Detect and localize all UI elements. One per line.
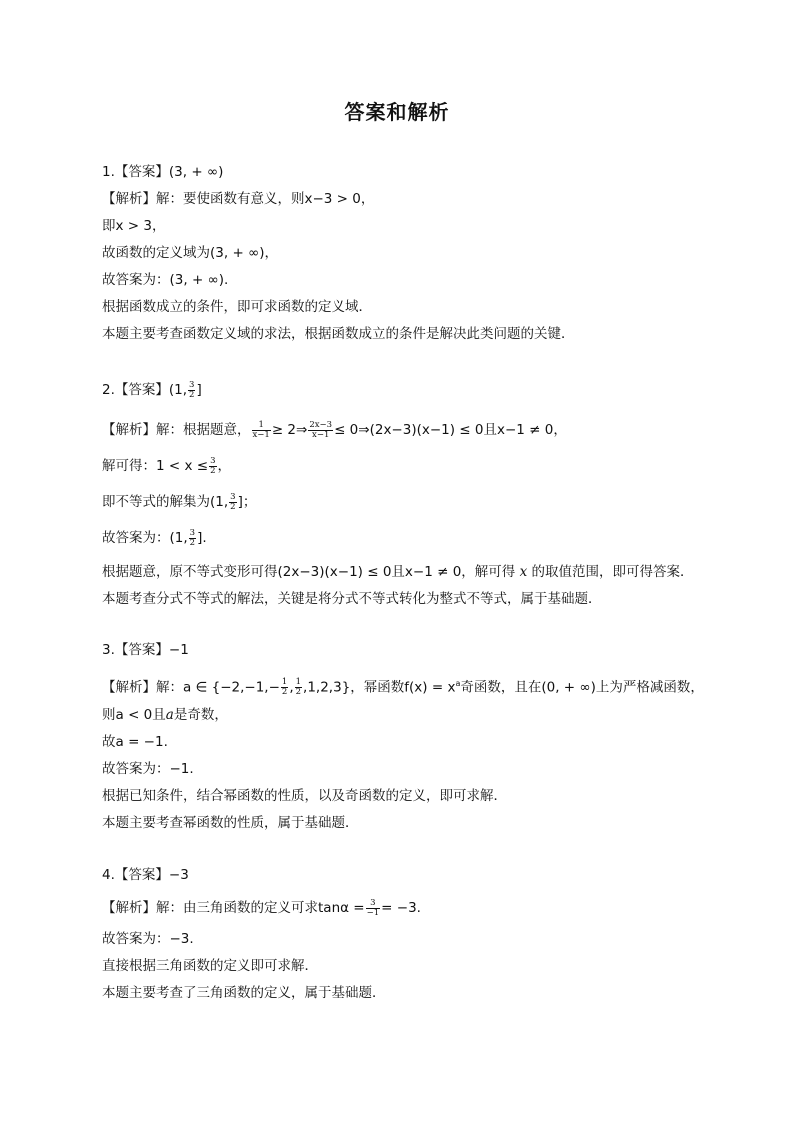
fraction-numerator: 3 xyxy=(210,455,216,466)
fraction-denominator: 2 xyxy=(210,465,216,476)
fraction-3-2 xyxy=(209,457,216,476)
q3-condition xyxy=(102,705,228,725)
q2-solution xyxy=(102,456,231,476)
fraction-denominator: −1 xyxy=(366,907,380,918)
q2-solution-prefix: 解可得：1 < x ≤ xyxy=(102,458,209,474)
q1-step: 即x > 3， xyxy=(102,218,166,234)
fraction-1-2 xyxy=(281,678,288,697)
fraction-numerator: 3 xyxy=(230,491,236,502)
variable-x: x xyxy=(519,564,528,580)
q4-answer: 4.【答案】−3 xyxy=(102,867,189,883)
q2-comment: 本题考查分式不等式的解法，关键是将分式不等式转化为整式不等式，属于基础题． xyxy=(102,591,602,607)
q4-comment: 本题主要考查了三角函数的定义，属于基础题． xyxy=(102,985,386,1001)
q2-method xyxy=(102,562,694,582)
fraction-2x-3-over-x-1 xyxy=(308,421,333,440)
q2-method-text: 根据题意，原不等式变形可得(2x−3)(x−1) ≤ 0且x−1 ≠ 0，解可得 xyxy=(102,564,516,580)
fraction-numerator: 3 xyxy=(189,379,195,390)
fraction-3-over-neg1 xyxy=(366,899,381,918)
q4-analysis xyxy=(102,898,421,918)
q2-analysis-mid: ≥ 2⇒ xyxy=(271,422,308,438)
q2-answer xyxy=(102,380,202,400)
q1-step: 故函数的定义域为(3, + ∞)， xyxy=(102,245,279,261)
page-title: 答案和解析 xyxy=(344,100,450,124)
q1-final-answer: 故答案为：(3, + ∞). xyxy=(102,272,229,288)
fraction-denominator: x−1 xyxy=(252,429,270,440)
q2-set-prefix: 即不等式的解集为(1, xyxy=(102,494,229,510)
fraction-numerator: 2x−3 xyxy=(309,419,333,430)
q2-set-suffix: ]； xyxy=(237,494,257,510)
q4-analysis-a: 【解析】解：由三角函数的定义可求tanα = xyxy=(102,900,365,916)
fraction-denominator: x−1 xyxy=(312,429,330,440)
q1-method: 根据函数成立的条件，即可求函数的定义域． xyxy=(102,299,372,315)
q2-method-text-end: 的取值范围，即可得答案． xyxy=(531,564,694,580)
q2-solution-suffix: ， xyxy=(217,458,231,474)
fraction-numerator: 1 xyxy=(281,677,288,687)
fraction-denominator: 2 xyxy=(189,389,195,400)
q3-analysis-b: , xyxy=(289,679,294,696)
q1-analysis: 【解析】解：要使函数有意义，则x−3 > 0， xyxy=(102,191,375,207)
fraction-3-2 xyxy=(189,529,196,548)
q2-solution-set xyxy=(102,492,256,512)
fraction-denominator: 2 xyxy=(230,501,236,512)
exponent-a: a xyxy=(455,679,461,688)
fraction-denominator: 2 xyxy=(189,537,196,548)
variable-a: a xyxy=(165,707,174,723)
fraction-1-over-x-1 xyxy=(252,421,271,440)
fraction-denominator: 2 xyxy=(295,687,302,697)
q1-comment: 本题主要考查函数定义域的求法，根据函数成立的条件是解决此类问题的关键． xyxy=(102,326,575,342)
q2-analysis-prefix: 【解析】解：根据题意， xyxy=(102,422,251,438)
fraction-numerator: 1 xyxy=(252,421,271,431)
q2-final-prefix: 故答案为：(1, xyxy=(102,530,188,546)
q3-step: 故a = −1. xyxy=(102,734,168,750)
q2-answer-suffix: ] xyxy=(196,382,202,398)
q2-final-answer xyxy=(102,528,207,548)
q3-analysis-a: 【解析】解：a ∈ {−2,−1,− xyxy=(102,679,280,696)
fraction-numerator: 3 xyxy=(366,899,381,909)
q4-final-answer: 故答案为：−3. xyxy=(102,931,194,947)
fraction-3-2 xyxy=(188,381,195,400)
q2-final-suffix: ]. xyxy=(197,530,207,546)
fraction-denominator: 2 xyxy=(281,687,288,697)
q3-comment: 本题主要考查幂函数的性质，属于基础题． xyxy=(102,815,359,831)
q3-answer: 3.【答案】−1 xyxy=(102,642,189,658)
q3-analysis-d: 奇函数，且在(0, + ∞)上为严格减函数， xyxy=(460,679,704,696)
q4-analysis-b: = −3. xyxy=(381,900,421,916)
q1-answer: 1.【答案】(3, + ∞) xyxy=(102,164,224,180)
q3-condition-c: 是奇数， xyxy=(173,707,228,723)
fraction-1-2 xyxy=(295,678,302,697)
fraction-3-2 xyxy=(229,493,236,512)
fraction-numerator: 3 xyxy=(189,527,196,538)
q2-analysis-rest: ≤ 0⇒(2x−3)(x−1) ≤ 0且x−1 ≠ 0， xyxy=(334,422,567,438)
fraction-numerator: 1 xyxy=(295,677,302,687)
q3-method: 根据已知条件，结合幂函数的性质，以及奇函数的定义，即可求解． xyxy=(102,788,507,804)
q4-method: 直接根据三角函数的定义即可求解． xyxy=(102,958,318,974)
q3-condition-a: 则a < 0且 xyxy=(102,707,166,723)
q3-analysis-c: ,1,2,3}，幂函数f(x) = x xyxy=(303,679,456,696)
q2-answer-prefix: 2.【答案】(1, xyxy=(102,382,188,398)
q3-analysis xyxy=(102,674,704,698)
q2-analysis xyxy=(102,420,567,440)
q3-final-answer: 故答案为：−1. xyxy=(102,761,194,777)
